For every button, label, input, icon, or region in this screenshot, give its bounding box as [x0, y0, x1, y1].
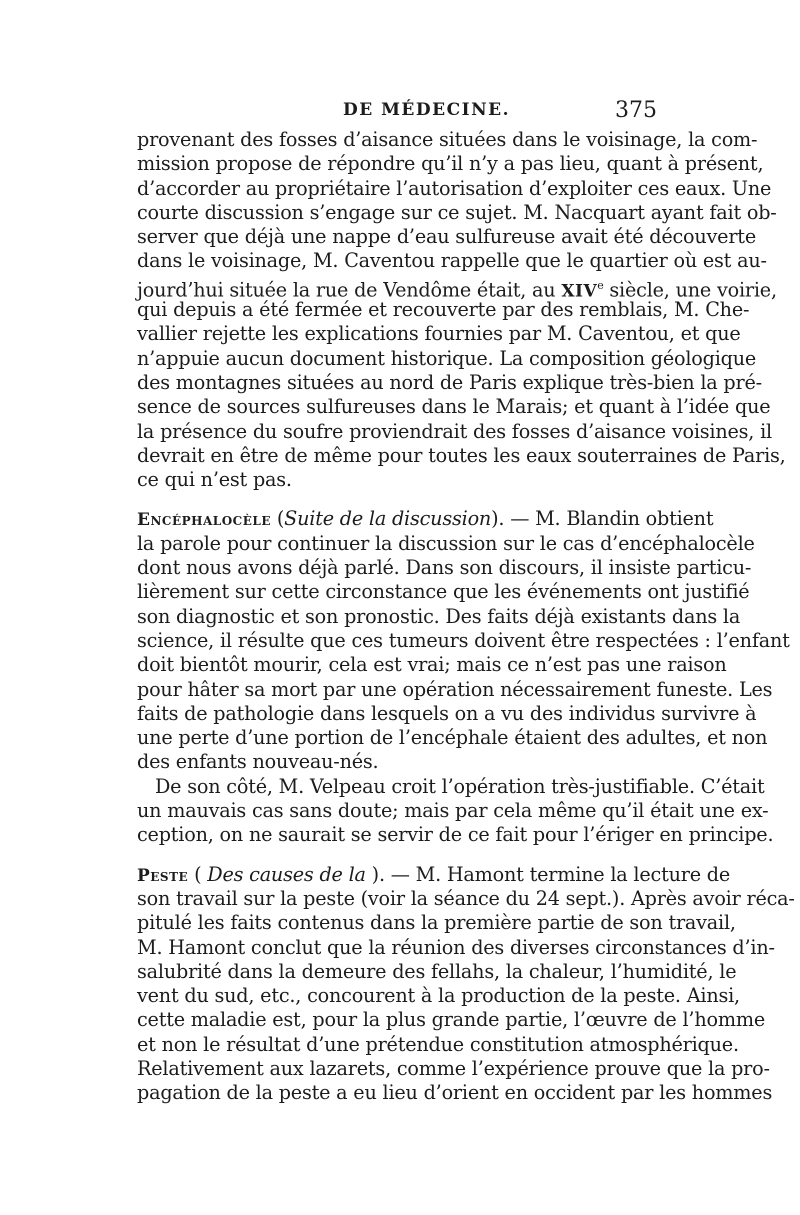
page-header — [137, 100, 657, 130]
text-line: cette maladie est, pour la plus grande partie, l’œuvre de l’homme — [137, 1008, 765, 1032]
text-line: science, il résulte que ces tumeurs doivent être respectées : l’enfant — [137, 628, 790, 652]
page-number: 375 — [615, 98, 657, 123]
text-segment: siècle, une voirie, — [603, 278, 777, 302]
paragraph-velpeau — [137, 774, 774, 848]
text-line: la parole pour continuer la discussion sur le cas d’encéphalocèle — [137, 531, 755, 555]
text-line: un mauvais cas sans doute; mais par cela même qu’il était une ex- — [137, 799, 769, 823]
text-line: n’appuie aucun document historique. La composition géologique — [137, 346, 757, 370]
text-line: De son côté, M. Velpeau croit l’opération très-justifiable. C’était — [155, 774, 765, 798]
text-segment: jourd’hui située la rue de Vendôme était, au — [137, 278, 562, 302]
text-line: doit bientôt mourir, cela est vrai; mais ce n’est pas une raison — [137, 653, 727, 677]
text-line: vallier rejette les explications fournies par M. Caventou, et que — [137, 322, 741, 346]
section-heading: Peste — [137, 865, 189, 886]
text-line: et non le résultat d’une prétendue constitution atmosphérique. — [137, 1032, 739, 1056]
text-line: devrait en être de même pour toutes les eaux souterraines de Paris, — [137, 443, 786, 467]
section-heading-italic: Des causes de la — [207, 862, 366, 886]
text-line: une perte d’une portion de l’encéphale étaient des adultes, et non — [137, 726, 768, 750]
text-line — [137, 274, 777, 302]
text-line: son travail sur la peste (voir la séance du 24 sept.). Après avoir réca- — [137, 886, 795, 910]
section-heading-italic: Suite de la discussion — [284, 507, 492, 531]
running-head: DE MÉDECINE. — [343, 100, 510, 120]
century-suffix: e — [597, 278, 604, 292]
century-numeral: XIV — [561, 281, 598, 302]
text-line: provenant des fosses d’aisance situées dans le voisinage, la com- — [137, 128, 758, 151]
text-line: pagation de la peste a eu lieu d’orient en occident par les hommes — [137, 1081, 773, 1105]
text-line: Relativement aux lazarets, comme l’expérience prouve que la pro- — [137, 1056, 770, 1080]
text-line: son diagnostic et son pronostic. Des faits déjà existants dans la — [137, 604, 741, 628]
text-line: des montagnes situées au nord de Paris explique très-bien la pré- — [137, 370, 762, 394]
text-line: ception, on ne saurait se servir de ce fait pour l’ériger en principe. — [137, 823, 774, 847]
text-segment: . — M. Hamont termine la lecture de — [378, 862, 730, 886]
text-line: server que déjà une nappe d’eau sulfureuse avait été découverte — [137, 225, 756, 249]
text-line: sence de sources sulfureuses dans le Marais; et quant à l’idée que — [137, 395, 771, 419]
text-line: dont nous avons déjà parlé. Dans son discours, il insiste particu- — [137, 556, 752, 580]
text-line: des enfants nouveau-nés. — [137, 750, 379, 774]
text-line: Peste ( Des causes de la ). — M. Hamont termine la lecture de — [137, 862, 730, 886]
text-segment: . — M. Blandin obtient — [498, 507, 714, 531]
text-line: M. Hamont conclut que la réunion des diverses circonstances d’in- — [137, 935, 775, 959]
text-line: d’accorder au propriétaire l’autorisation d’exploiter ces eaux. Une — [137, 176, 772, 200]
text-line: qui depuis a été fermée et recouverte par des remblais, M. Che- — [137, 298, 750, 322]
text-line: pitulé les faits contenus dans la première partie de son travail, — [137, 911, 736, 935]
text-line: vent du sud, etc., concourent à la production de la peste. Ainsi, — [137, 984, 740, 1008]
text-line: salubrité dans la demeure des fellahs, la chaleur, l’humidité, le — [137, 959, 737, 983]
body-text — [137, 128, 795, 1106]
text-line: la présence du soufre proviendrait des fosses d’aisance voisines, il — [137, 419, 772, 443]
section-heading: Encéphalocèle — [137, 510, 271, 531]
paragraph-encephalocele — [137, 507, 790, 774]
text-line: pour hâter sa mort par une opération nécessairement funeste. Les — [137, 677, 773, 701]
text-line: dans le voisinage, M. Caventou rappelle que le quartier où est au- — [137, 249, 767, 273]
text-line: mission propose de répondre qu’il n’y a pas lieu, quant à présent, — [137, 152, 764, 176]
text-line: ce qui n’est pas. — [137, 468, 292, 492]
paragraph-gap — [137, 848, 659, 863]
text-line: Encéphalocèle (Suite de la discussion). — M. Blandin obtient — [137, 507, 714, 531]
text-line: courte discussion s’engage sur ce sujet. M. Nacquart ayant fait ob- — [137, 200, 777, 224]
paragraph-gap — [137, 492, 659, 507]
paragraph-water-sources — [137, 128, 786, 492]
paragraph-peste — [137, 862, 795, 1106]
text-line: faits de pathologie dans lesquels on a vu des individus survivre à — [137, 701, 757, 725]
text-line: lièrement sur cette circonstance que les événements ont justifié — [137, 580, 750, 604]
